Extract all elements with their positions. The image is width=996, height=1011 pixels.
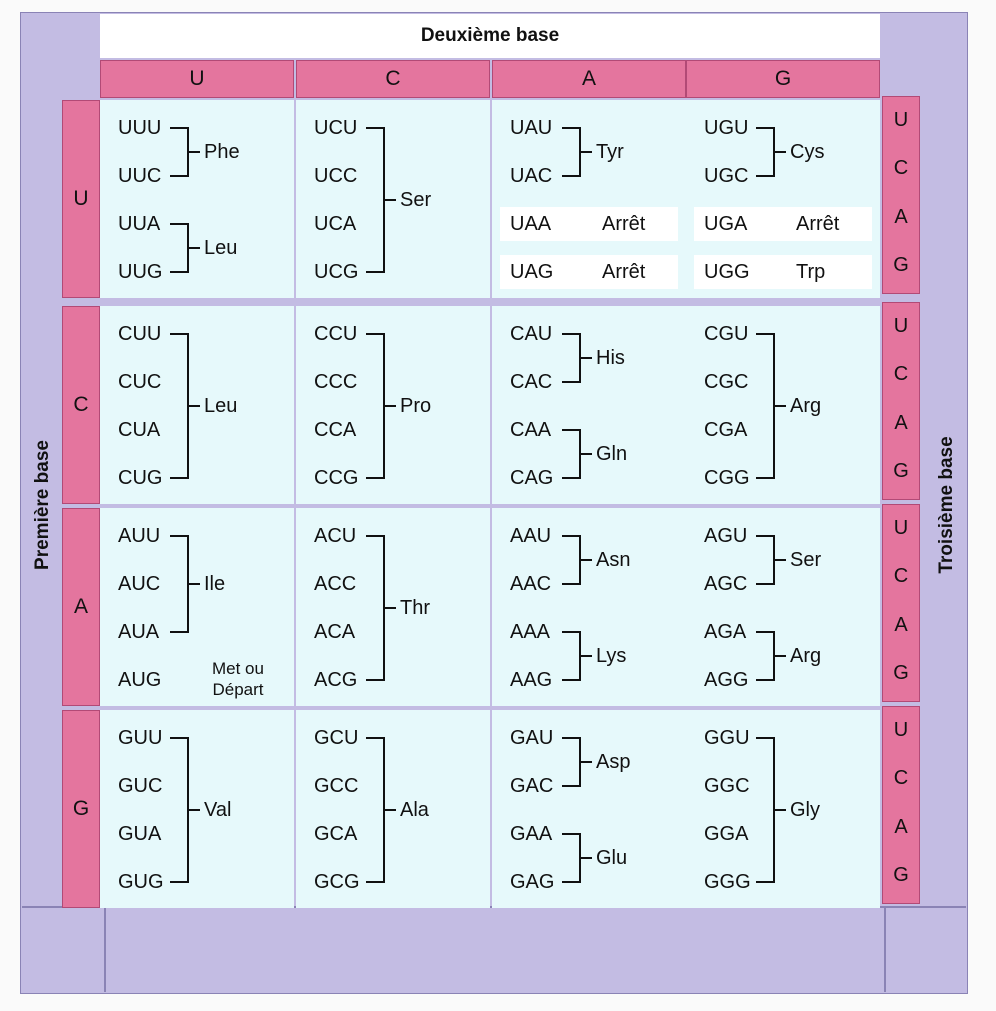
codon-gua: GUA — [118, 823, 162, 845]
codon-ccu: CCU — [314, 323, 358, 345]
codon-gga: GGA — [704, 823, 749, 845]
amino-acid-leu: Leu — [204, 237, 238, 259]
first-base-g: G — [62, 710, 100, 908]
codon-ccg: CCG — [314, 467, 359, 489]
codon-aua: AUA — [118, 621, 160, 643]
amino-acid-ser: Ser — [400, 189, 432, 211]
bottom-band-divider-right — [884, 906, 886, 992]
second-base-g: G — [686, 60, 880, 98]
codon-aca: ACA — [314, 621, 356, 643]
codon-aau: AAU — [510, 525, 552, 547]
codon-ugg: UGG — [704, 261, 750, 283]
codon-guu: GUU — [118, 727, 163, 749]
first-base-label: Première base — [32, 440, 53, 570]
codon-gac: GAC — [510, 775, 554, 797]
amino-acid-gly: Gly — [790, 799, 820, 821]
codon-uaa: UAA — [510, 213, 552, 235]
codon-gaa: GAA — [510, 823, 553, 845]
codon-caa: CAA — [510, 419, 552, 441]
codon-acc: ACC — [314, 573, 357, 595]
codon-ugc: UGC — [704, 165, 749, 187]
codon-uca: UCA — [314, 213, 357, 235]
third-base-g-c: C — [893, 767, 909, 789]
second-base-a: A — [492, 60, 686, 98]
codon-uug: UUG — [118, 261, 163, 283]
codon-ccc: CCC — [314, 371, 358, 393]
codon-aga: AGA — [704, 621, 747, 643]
codon-aaa: AAA — [510, 621, 551, 643]
amino-acid-his: His — [596, 347, 625, 369]
codon-cuc: CUC — [118, 371, 162, 393]
third-base-label: Troisième base — [936, 436, 957, 574]
third-base-g-g: G — [893, 864, 909, 886]
codon-ggg: GGG — [704, 871, 751, 893]
third-base-c-a: A — [894, 411, 908, 434]
third-base-a-g: G — [893, 662, 909, 684]
first-base-a: A — [62, 508, 100, 706]
third-base-g-u: U — [893, 718, 909, 741]
codon-gug: GUG — [118, 871, 164, 893]
second-base-c: C — [296, 60, 490, 98]
codon-uua: UUA — [118, 213, 161, 235]
second-base-header: Deuxième base — [100, 14, 880, 58]
codon-agu: AGU — [704, 525, 748, 547]
first-base-c: C — [62, 306, 100, 504]
codon-cca: CCA — [314, 419, 357, 441]
codon-ucg: UCG — [314, 261, 359, 283]
third-base-c-u: U — [893, 314, 909, 337]
codon-cgg: CGG — [704, 467, 750, 489]
first-base-u: U — [62, 100, 100, 298]
amino-acid-asn: Asn — [596, 549, 631, 571]
amino-acid-gln: Gln — [596, 443, 628, 465]
codon-uga: UGA — [704, 213, 748, 235]
third-base-a-u: U — [893, 516, 909, 539]
amino-acid-val: Val — [204, 799, 232, 821]
amino-acid-arg: Arg — [790, 395, 822, 417]
amino-acid-arg: Arg — [790, 645, 822, 667]
third-base-a-c: C — [893, 565, 909, 587]
amino-acid-ile: Ile — [204, 573, 226, 595]
amino-acid-pro: Pro — [400, 395, 432, 417]
amino-acid-lys: Lys — [596, 645, 627, 667]
codon-cua: CUA — [118, 419, 161, 441]
bottom-band-divider-left — [104, 906, 106, 992]
codon-gcg: GCG — [314, 871, 360, 893]
codon-aug: AUG — [118, 669, 162, 691]
amino-acid-asp: Asp — [596, 751, 631, 773]
codon-cga: CGA — [704, 419, 748, 441]
amino-acid-label: Arrêt — [602, 213, 646, 235]
codon-guc: GUC — [118, 775, 163, 797]
codon-gcu: GCU — [314, 727, 359, 749]
amino-acid-label: Met ou Départ — [212, 659, 264, 699]
amino-acid-glu: Glu — [596, 847, 628, 869]
second-base-u: U — [100, 60, 294, 98]
codon-cug: CUG — [118, 467, 163, 489]
codon-gau: GAU — [510, 727, 554, 749]
third-base-u-c: C — [893, 157, 909, 179]
codon-acu: ACU — [314, 525, 357, 547]
codon-gcc: GCC — [314, 775, 359, 797]
third-base-c-c: C — [893, 363, 909, 385]
codon-uuc: UUC — [118, 165, 162, 187]
amino-acid-cys: Cys — [790, 141, 825, 163]
amino-acid-tyr: Tyr — [596, 141, 624, 163]
codon-cuu: CUU — [118, 323, 162, 345]
codon-auc: AUC — [118, 573, 161, 595]
codon-aag: AAG — [510, 669, 553, 691]
codon-ggc: GGC — [704, 775, 750, 797]
third-base-u-u: U — [893, 108, 909, 131]
third-base-u-g: G — [893, 254, 909, 276]
codon-agg: AGG — [704, 669, 749, 691]
codon-cac: CAC — [510, 371, 553, 393]
amino-acid-ala: Ala — [400, 799, 429, 821]
codon-uuu: UUU — [118, 117, 162, 139]
codon-acg: ACG — [314, 669, 358, 691]
amino-acid-phe: Phe — [204, 141, 240, 163]
codon-agc: AGC — [704, 573, 748, 595]
codon-uau: UAU — [510, 117, 553, 139]
third-base-a-a: A — [894, 613, 908, 636]
codon-cgc: CGC — [704, 371, 749, 393]
codon-ucc: UCC — [314, 165, 358, 187]
amino-acid-leu: Leu — [204, 395, 238, 417]
amino-acid-label: Trp — [796, 261, 826, 283]
amino-acid-thr: Thr — [400, 597, 430, 619]
third-base-c-g: G — [893, 460, 909, 482]
codon-cag: CAG — [510, 467, 554, 489]
third-base-g-a: A — [894, 815, 908, 838]
codon-uac: UAC — [510, 165, 553, 187]
amino-acid-label: Arrêt — [602, 261, 646, 283]
codon-ugu: UGU — [704, 117, 749, 139]
codon-cau: CAU — [510, 323, 553, 345]
codon-aac: AAC — [510, 573, 552, 595]
codon-gca: GCA — [314, 823, 358, 845]
codon-auu: AUU — [118, 525, 161, 547]
amino-acid-ser: Ser — [790, 549, 822, 571]
codon-uag: UAG — [510, 261, 554, 283]
codon-gag: GAG — [510, 871, 555, 893]
amino-acid-label: Arrêt — [796, 213, 840, 235]
codon-cgu: CGU — [704, 323, 749, 345]
codon-ucu: UCU — [314, 117, 358, 139]
codon-ggu: GGU — [704, 727, 750, 749]
third-base-u-a: A — [894, 205, 908, 228]
